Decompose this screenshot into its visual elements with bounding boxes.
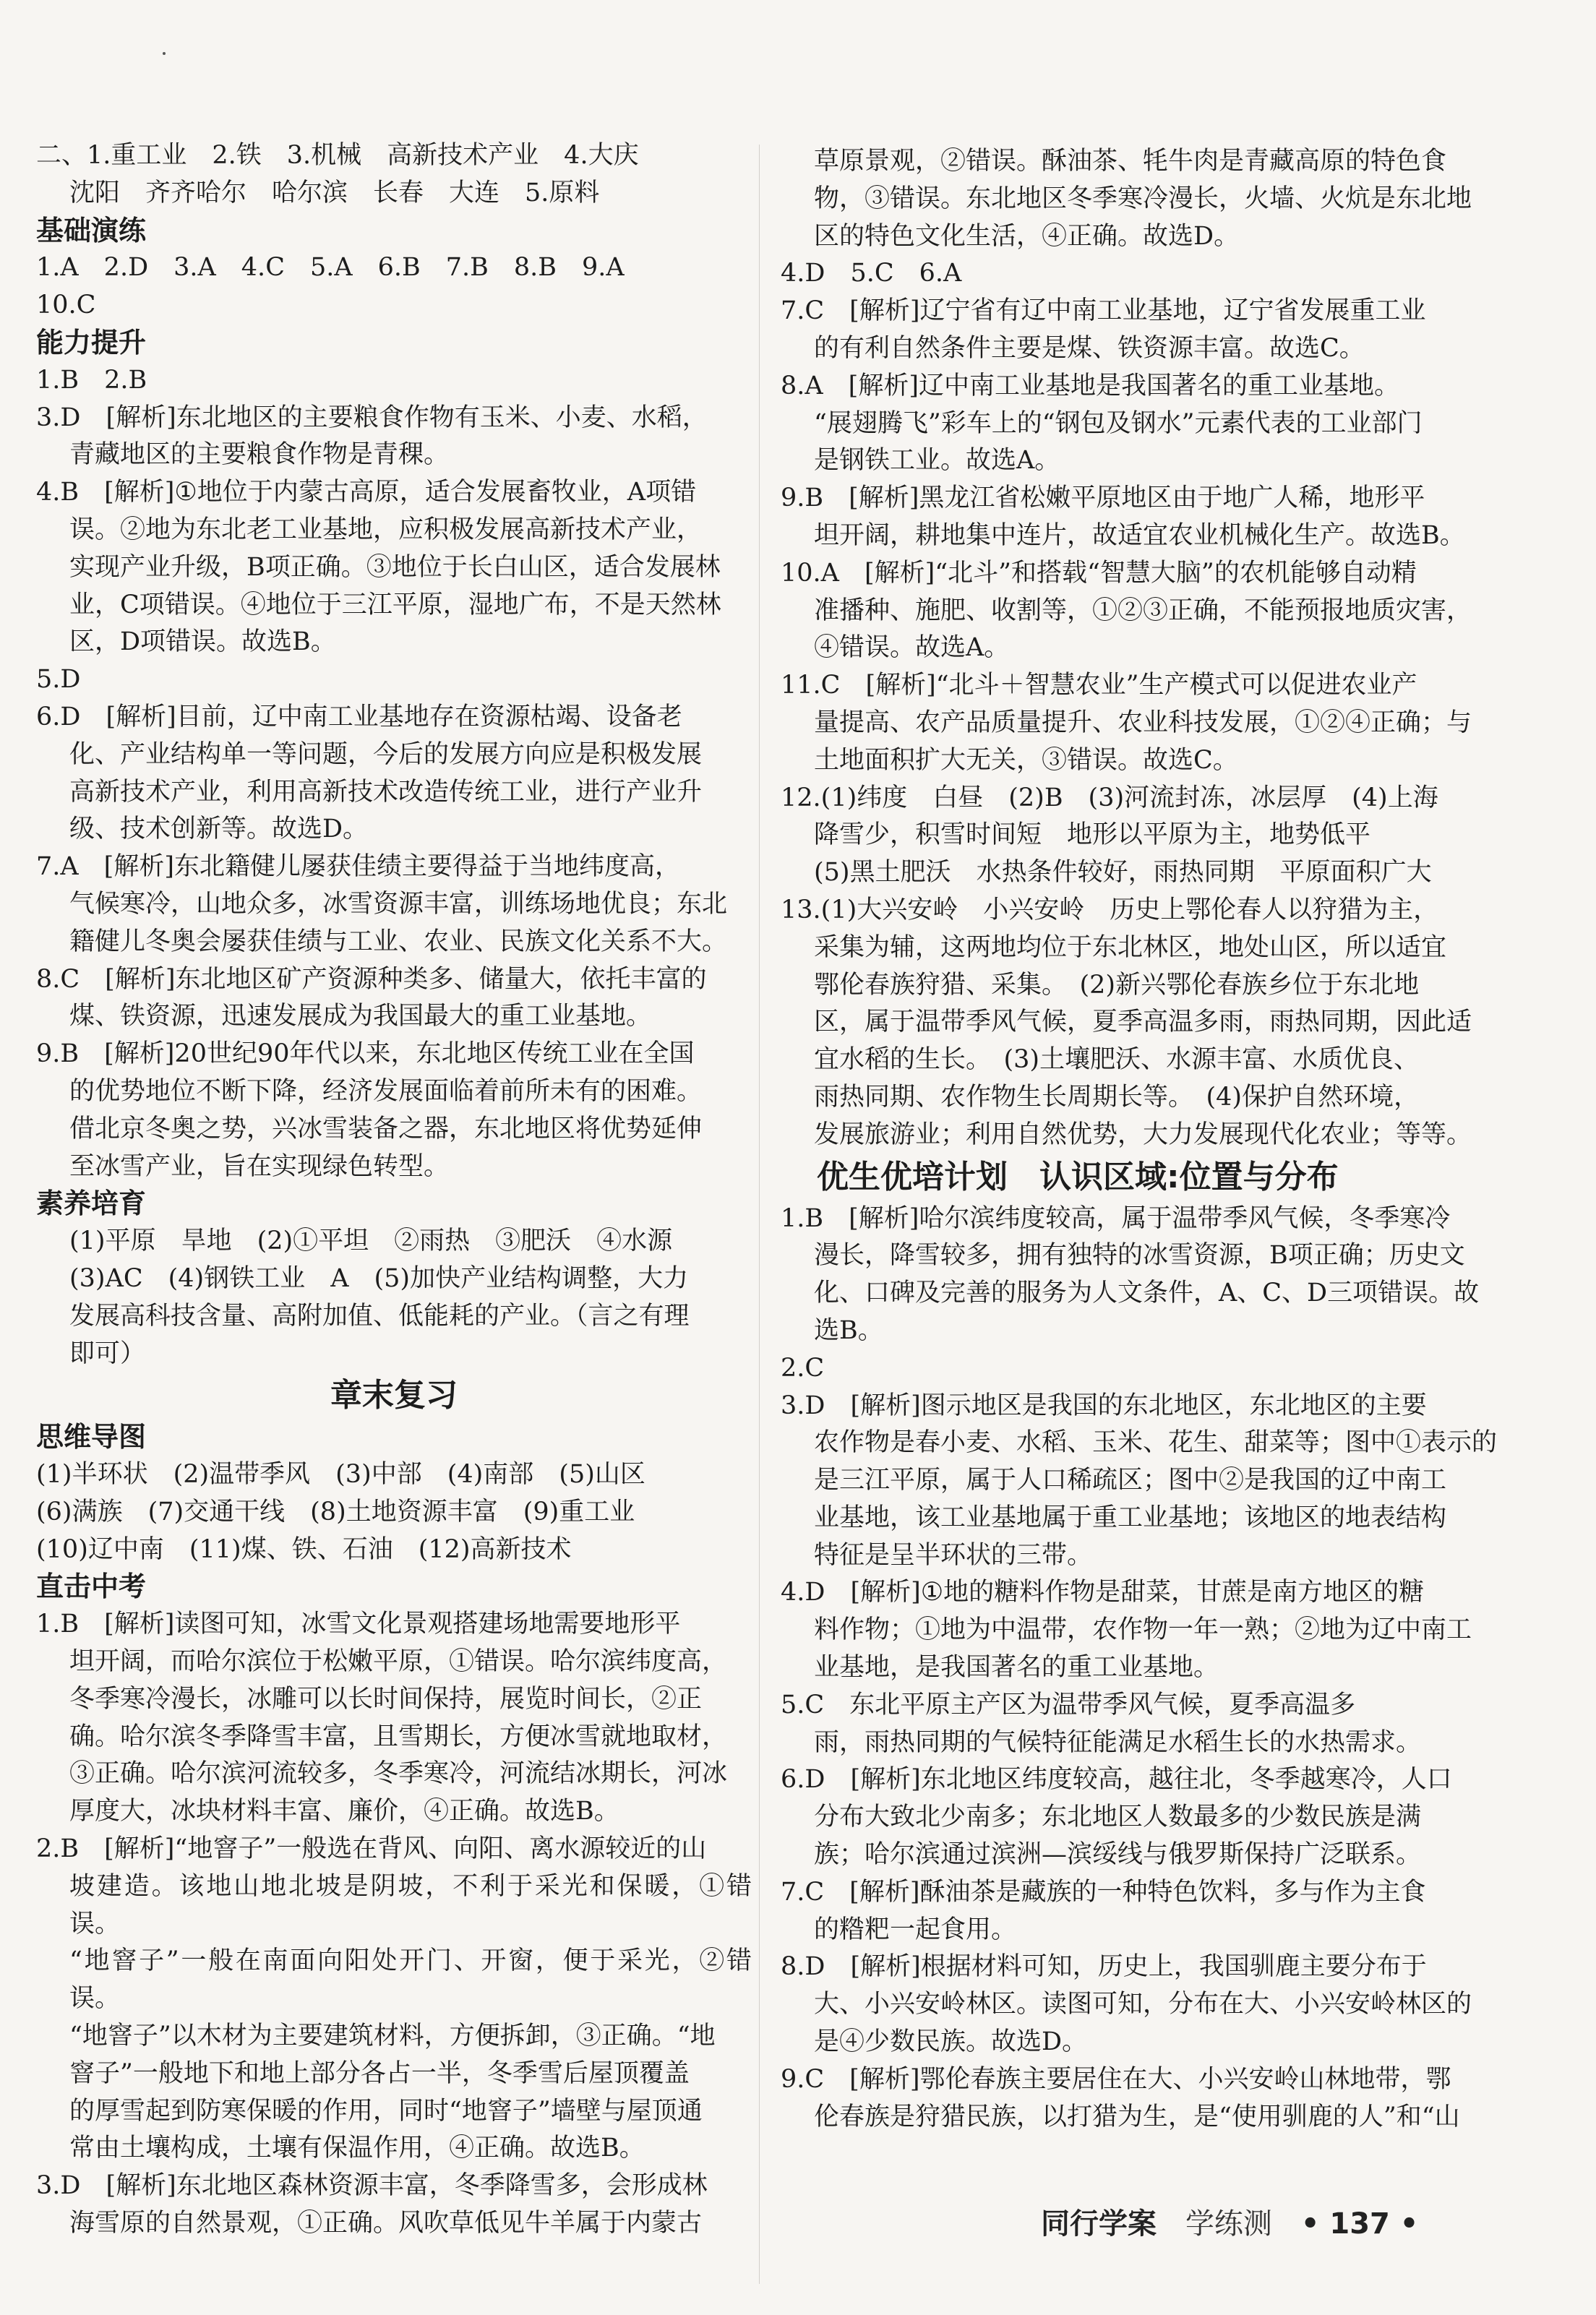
answer-line: 误。②地为东北老工业基地，应积极发展高新技术产业， [69,515,703,544]
answer-line: 是④少数民族。故选D。 [814,2027,1088,2057]
answer-line: 煤、铁资源，迅速发展成为我国最大的重工业基地。 [69,1002,652,1031]
answer-line: 2.C [781,1353,825,1383]
answer-line: 坦开阔，耕地集中连片，故适宜农业机械化生产。故选B。 [814,520,1465,550]
section-heading: 素养培育 [36,1187,147,1220]
answer-line: 即可） [69,1339,146,1368]
answer-line: 雨热同期、农作物生长周期长等。 (4)保护自然环境， [814,1082,1420,1112]
answer-line: 的有利自然条件主要是煤、铁资源丰富。故选C。 [814,333,1365,363]
answer-line: ④错误。故选A。 [814,633,1010,663]
answer-line: 分布大致北少南多；东北地区人数最多的少数民族是满 [814,1803,1422,1832]
answer-line: 窨子”一般地下和地上部分各占一半，冬季雪后屋顶覆盖 [69,2058,690,2088]
answer-line: 7.C [解析]辽宁省有辽中南工业基地，辽宁省发展重工业 [781,296,1426,326]
answer-line: 厚度大，冰块材料丰富、廉价，④正确。故选B。 [69,1797,619,1826]
answer-line: 8.C [解析]东北地区矿产资源种类多、储量大，依托丰富的 [36,964,707,994]
answer-line: 3.D [解析]东北地区森林资源丰富，冬季降雪多，会形成林 [36,2171,708,2201]
section-heading: 能力提升 [36,326,147,358]
answer-line: 5.D [36,665,81,695]
answer-line: 选B。 [814,1315,883,1345]
column-divider [759,145,760,2284]
answer-line: 8.A [解析]辽中南工业基地是我国著名的重工业基地。 [781,371,1399,400]
answer-line: 沈阳 齐齐哈尔 哈尔滨 长春 大连 5.原料 [69,178,600,207]
section-heading: 基础演练 [36,214,147,246]
answer-line: 区，D项错误。故选B。 [69,627,336,657]
answer-line: 气候寒冷，山地众多，冰雪资源丰富，训练场地优良；东北 [69,889,728,919]
page-footer [1041,2201,1561,2244]
answer-line: 高新技术产业，利用高新技术改造传统工业，进行产业升 [69,777,703,807]
answer-line: (10)辽中南 (11)煤、铁、石油 (12)高新技术 [36,1534,572,1564]
answer-line: 物，③错误。东北地区冬季寒冷漫长，火墙、火炕是东北地 [814,184,1472,213]
answer-line: 草原景观，②错误。酥油茶、牦牛肉是青藏高原的特色食 [814,147,1447,176]
answer-line: 区的特色文化生活，④正确。故选D。 [814,221,1240,251]
answer-line: 确。哈尔滨冬季降雪丰富，且雪期长，方便冰雪就地取材， [69,1722,728,1751]
answer-line: (1)平原 旱地 (2)①平坦 ②雨热 ③肥沃 ④水源 [69,1227,673,1256]
answer-line: 是钢铁工业。故选A。 [814,446,1060,476]
answer-line: 1.A 2.D 3.A 4.C 5.A 6.B 7.B 8.B 9.A [36,253,625,283]
answer-line: 6.D [解析]东北地区纬度较高，越往北，冬季越寒冷，人口 [781,1765,1452,1795]
section-heading: 直击中考 [36,1571,147,1603]
answer-line: 籍健儿冬奥会屡获佳绩与工业、农业、民族文化关系不大。 [69,927,728,956]
answer-line: 漫长，降雪较多，拥有独特的冰雪资源，B项正确；历史文 [814,1241,1465,1271]
section-heading: 思维导图 [36,1421,147,1453]
answer-line: 二、1.重工业 2.铁 3.机械 高新技术产业 4.大庆 [36,141,639,170]
answer-line: 是三江平原，属于人口稀疏区；图中②是我国的辽中南工 [814,1466,1447,1495]
answer-line: 坦开阔，而哈尔滨位于松嫩平原，①错误。哈尔滨纬度高， [69,1647,728,1677]
answer-line: 1.B [解析]读图可知，冰雪文化景观搭建场地需要地形平 [36,1610,681,1639]
answer-line: 降雪少，积雪时间短 地形以平原为主，地势低平 [814,820,1371,850]
answer-line: 7.C [解析]酥油茶是藏族的一种特色饮料，多与作为主食 [781,1877,1426,1907]
answer-line: “地窨子”一般在南面向阳处开门、开窗，便于采光，②错误。 [69,1946,752,2014]
plan-heading: 优生优培计划 认识区域:位置与分布 [817,1158,1339,1195]
answer-line: 土地面积扩大无关，③错误。故选C。 [814,745,1238,775]
answer-line: 海雪原的自然景观，①正确。风吹草低见牛羊属于内蒙古 [69,2209,703,2238]
answer-line: 8.D [解析]根据材料可知，历史上，我国驯鹿主要分布于 [781,1952,1427,1982]
answer-line: 宜水稻的生长。 (3)土壤肥沃、水源丰富、水质优良、 [814,1045,1420,1075]
answer-line: 4.D [解析]①地的糖料作物是甜菜，甘蔗是南方地区的糖 [781,1578,1425,1607]
answer-line: 6.D [解析]目前，辽中南工业基地存在资源枯竭、设备老 [36,702,682,731]
right-column [781,143,1558,2136]
answer-line: 化、口碑及完善的服务为人文条件，A、C、D三项错误。故 [814,1279,1480,1308]
answer-line: 业基地，是我国著名的重工业基地。 [814,1653,1219,1683]
chapter-heading: 章末复习 [330,1377,458,1414]
answer-line: 12.(1)纬度 白昼 (2)B (3)河流封冻，冰层厚 (4)上海 [781,783,1438,812]
answer-line: (1)半环状 (2)温带季风 (3)中部 (4)南部 (5)山区 [36,1460,645,1490]
answer-line: 冬季寒冷漫长，冰雕可以长时间保持，展览时间长，②正 [69,1684,703,1714]
answer-line: 4.B [解析]①地位于内蒙古高原，适合发展畜牧业，A项错 [36,478,697,507]
answer-line: (5)黑土肥沃 水热条件较好，雨热同期 平原面积广大 [814,858,1432,888]
answer-line: 9.C [解析]鄂伦春族主要居住在大、小兴安岭山林地带，鄂 [781,2064,1451,2094]
answer-line: 采集为辅，这两地均位于东北林区，地处山区，所以适宜 [814,932,1447,962]
answer-line: 3.D [解析]图示地区是我国的东北地区，东北地区的主要 [781,1391,1427,1420]
footer-brand: 同行学案 [1041,2207,1157,2241]
answer-line: (6)满族 (7)交通干线 (8)土地资源丰富 (9)重工业 [36,1497,635,1526]
answer-line: (3)AC (4)钢铁工业 A (5)加快产业结构调整，大力 [69,1263,689,1293]
answer-line: 农作物是春小麦、水稻、玉米、花生、甜菜等；图中①表示的 [814,1428,1498,1458]
answer-line: 10.A [解析]“北斗”和搭载“智慧大脑”的农机能够自动精 [781,558,1417,588]
answer-line: 3.D [解析]东北地区的主要粮食作物有玉米、小麦、水稻， [36,403,708,432]
answer-line: 9.B [解析]20世纪90年代以来，东北地区传统工业在全国 [36,1039,695,1069]
answer-line: 借北京冬奥之势，兴冰雪装备之器，东北地区将优势延伸 [69,1114,703,1143]
answer-line: 1.B [解析]哈尔滨纬度较高，属于温带季风气候，冬季寒冷 [781,1203,1451,1233]
answer-line: 雨，雨热同期的气候特征能满足水稻生长的水热需求。 [814,1727,1422,1757]
answer-line: 13.(1)大兴安岭 小兴安岭 历史上鄂伦春人以狩猎为主， [781,895,1439,924]
scan-mark [163,52,166,55]
answer-line: 实现产业升级，B项正确。③地位于长白山区，适合发展林 [69,552,721,582]
answer-line: 料作物；①地为中温带，农作物一年一熟；②地为辽中南工 [814,1615,1472,1645]
answer-line: 业，C项错误。④地位于三江平原，湿地广布，不是天然林 [69,590,721,619]
answer-line: 大、小兴安岭林区。读图可知，分布在大、小兴安岭林区的 [814,1990,1472,2019]
answer-line: 发展高科技含量、高附加值、低能耗的产业。（言之有理 [69,1301,690,1331]
answer-line: 级、技术创新等。故选D。 [69,815,369,844]
answer-line: 准播种、施肥、收割等，①②③正确，不能预报地质灾害， [814,596,1472,625]
answer-line: 11.C [解析]“北斗＋智慧农业”生产模式可以促进农业产 [781,671,1417,700]
answer-line: “展翅腾飞”彩车上的“钢包及钢水”元素代表的工业部门 [814,408,1423,438]
answer-line: 常由土壤构成，土壤有保温作用，④正确。故选B。 [69,2134,645,2163]
answer-line: 2.B [解析]“地窨子”一般选在背风、向阳、离水源较近的山 [36,1834,707,1864]
answer-line: 化、产业结构单一等问题，今后的发展方向应是积极发展 [69,739,703,769]
answer-line: 鄂伦春族狩猎、采集。 (2)新兴鄂伦春族乡位于东北地 [814,970,1420,1000]
answer-line: 10.C [36,291,96,320]
answer-line: 坡建造。该地山地北坡是阴坡，不利于采光和保暖，①错误。 [69,1871,752,1938]
answer-line: 的优势地位不断下降，经济发展面临着前所未有的困难。 [69,1076,703,1106]
answer-line: 的糌粑一起食用。 [814,1915,1017,1944]
answer-line: 的厚雪起到防寒保暖的作用，同时“地窨子”墙壁与屋顶通 [69,2096,703,2126]
answer-line: 发展旅游业；利用自然优势，大力发展现代化农业；等等。 [814,1120,1472,1149]
answer-line: 量提高、农产品质量提升、农业科技发展，①②④正确；与 [814,708,1472,737]
answer-line: 青藏地区的主要粮食作物是青稞。 [69,440,450,470]
left-column [36,137,752,2243]
answer-line: 至冰雪产业，旨在实现绿色转型。 [69,1151,450,1181]
footer-subtitle: 学练测 [1185,2207,1272,2241]
answer-line: 区，属于温带季风气候，夏季高温多雨，雨热同期，因此适 [814,1008,1472,1037]
answer-line: 特征是呈半环状的三带。 [814,1540,1093,1570]
answer-line: 7.A [解析]东北籍健儿屡获佳绩主要得益于当地纬度高， [36,852,680,882]
answer-line: 伦春族是狩猎民族，以打猎为生，是“使用驯鹿的人”和“山 [814,2102,1460,2131]
answer-line: 业基地，该工业基地属于重工业基地；该地区的地表结构 [814,1503,1447,1532]
answer-line: 1.B 2.B [36,365,147,395]
answer-line: 5.C 东北平原主产区为温带季风气候，夏季高温多 [781,1690,1356,1719]
answer-line: 4.D 5.C 6.A [781,259,962,288]
answer-line: 族；哈尔滨通过滨洲—滨绥线与俄罗斯保持广泛联系。 [814,1840,1422,1870]
answer-line: “地窨子”以木材为主要建筑材料，方便拆卸，③正确。“地 [69,2022,716,2051]
answer-line: ③正确。哈尔滨河流较多，冬季寒冷，河流结冰期长，河冰 [69,1759,728,1789]
answer-line: 9.B [解析]黑龙江省松嫩平原地区由于地广人稀，地形平 [781,484,1425,513]
page-number: • 137 • [1300,2207,1419,2241]
